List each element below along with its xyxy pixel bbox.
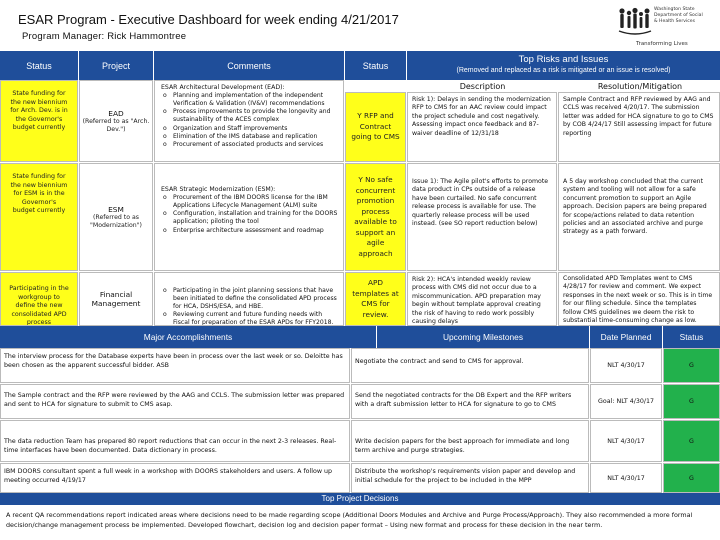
comment-item: o Enterprise architecture assessment and roadmap [163,226,324,234]
project-comments [154,163,344,271]
risks-subtitle: (Removed and replaced as a risk is mitigated or an issue is resolved) [456,67,671,74]
comment-item: o Procurement of the IBM DOORS license for the IBM Applications Lifecycle Management (ALM) suite [163,194,328,210]
comment-item: o Elimination of the IMS database and replication [163,132,318,140]
milestone-status: G [663,420,720,462]
risk-status-cell: Y No safe concurrent promotion process available to support an agile approach [345,163,406,271]
comment-item: o Organization and Staff improvements [163,124,288,132]
risk-description: Risk 2): HCA's intended weekly review process with CMS did not occur due to a miscommunication. APD preparation may begin without template approval creating the risk of having to redo work possibly causing delays [407,272,557,326]
project-name: EAD [108,108,124,118]
milestone-date: NLT 4/30/17 [590,463,662,493]
milestones-header: Upcoming Milestones [377,326,589,348]
comment-list [161,92,339,149]
milestone-status: G [663,463,720,493]
comment-item: o Participating in the joint planning sessions that have been initiated to define the consolidated APD process for HCA, DSHS/ESA, and HBE. [163,287,337,311]
risk-description: Risk 1): Delays in sending the modernization RFP to CMS for an AAC review could impact the project schedule and cost negatively. Assessing impact once feedback and 87-waiver deadline of 12/31/18 [407,92,557,162]
bullet-icon: o [163,226,167,234]
project-status-cell: State funding for the new biennium for Arch. Dev. is in the Governor's budget currently [0,80,78,162]
project-status-cell: State funding for the new biennium for ESM is in the Governor's budget currently [0,163,78,271]
milestone-date: NLT 4/30/17 [590,348,662,383]
description-header: Description [459,82,506,91]
milestone-text: Write decision papers for the best approach for immediate and long term archive and purge strategies. [351,420,589,462]
project-status-cell: Participating in the workgroup to define the new consolidated APD process [0,272,78,326]
comment-item: o Reviewing current and future funding needs with Fiscal for preparation of the ESAR APDs for FFY2018. [163,311,334,326]
comment-item: o Planning and implementation of the independent Verification & Validation (IV&V) recommendations [163,92,325,108]
people-logo-icon [618,7,652,37]
col-status-header: Status [0,51,78,80]
risk-status-cell: APD templates at CMS for review. [345,272,406,326]
project-comments [154,80,344,162]
risks-title: Top Risks and Issues [518,54,609,65]
accomplishment-item: The interview process for the Database experts have been in process over the last week or so. Deloitte has been chosen as the apparent successful bidder. ASB [0,348,350,383]
col-status2-header: Status [345,51,406,80]
risk-status-cell: Y RFP and Contract going to CMS [345,92,406,162]
comment-item: o Procurement of associated products and services [163,140,324,148]
col-project-header: Project [79,51,153,80]
comment-heading: ESAR Strategic Modernization (ESM): [161,186,276,193]
risk-description: Issue 1): The Agile pilot's efforts to promote data product in CPs outside of a release have been curtailed. No safe concurrent release process is available for use. The quarterly release process will be used instead. (see SO report reduction below) [407,163,557,271]
milestone-text: Distribute the workshop's requirements vision paper and develop and initial schedule for the project to be included in the MPP [351,463,589,493]
bullet-icon: o [163,108,167,116]
page-title: ESAR Program - Executive Dashboard for week ending 4/21/2017 [18,12,399,27]
milestone-text: Negotiate the contract and send to CMS for approval. [351,348,589,383]
milestone-date: NLT 4/30/17 [590,420,662,462]
risk-resolution: A 5 day workshop concluded that the current system and tooling will not allow for a safe concurrent promotion to support an Agile approach. Decision papers are being prepared for scope/actions related to data retention policies and an associated archive and purge strategy as a path forward. [558,163,720,271]
date-planned-header: Date Planned [590,326,662,348]
milestone-date: Goal: NLT 4/30/17 [590,384,662,419]
bullet-icon: o [163,132,167,140]
accomplishments-header: Major Accomplishments [0,326,376,348]
milestone-text: Send the negotiated contracts for the DB Expert and the RFP writers with a draft submission letter to HCA for signature to go to CMS [351,384,589,419]
resolution-header: Resolution/Mitigation [597,82,683,91]
project-alias: (Referred to as "Arch. Dev.") [82,117,150,133]
project-cell [79,80,153,162]
comment-heading: ESAR Architectural Development (EAD): [161,84,285,91]
risk-resolution: Sample Contract and RFP reviewed by AAG and CCLS was received 4/20/17. The submission letter was added for HCA signature to go to CMS by COB 4/24/17 Still assessing impact for future reporting [558,92,720,162]
project-name: ESM [108,204,124,214]
decisions-text: A recent QA recommendations report indicated areas where decisions need to be made regarding scope (Additional Doors Modules and Archive and Purge Process/Approach). They also recommended a more formal decision/change management process be implemented. Developed flowchart, decision log and decision paper format – Using new format and process for these decision in the near term. [6,511,693,529]
bullet-icon: o [163,124,167,132]
logo-org-name: Washington State Department of Social & Health Services [654,7,703,25]
bullet-icon: o [163,311,167,319]
col-comments-header: Comments [154,51,344,80]
milestone-status: G [663,348,720,383]
risk-resolution: Consolidated APD Templates went to CMS 4/28/17 for review and comment. We expect responses in the next week or so. This is in time for our filing schedule. Since the templates follow CMS guidelines we deem the risk to substantial time-consuming change as low. [558,272,720,326]
project-name: Financial Management [91,290,141,308]
accomplishment-item: IBM DOORS consultant spent a full week in a workshop with DOORS stakeholders and users. A follow up meeting occurred 4/19/17 [0,463,350,493]
bullet-icon: o [163,210,167,218]
project-alias: (Referred to as "Modernization") [90,213,142,229]
bullet-icon: o [163,140,167,148]
bullet-icon: o [163,92,167,100]
project-comments [154,272,344,326]
risks-header [407,51,720,80]
milestone-status-header: Status [663,326,720,348]
program-manager: Program Manager: Rick Hammontree [22,31,187,42]
bullet-icon: o [163,287,167,294]
comment-list [161,287,339,326]
milestone-status: G [663,384,720,419]
comment-item: o Process improvements to provide the longevity and sustainability of the ACES complex [163,108,331,124]
dshs-logo [618,3,718,49]
bullet-icon: o [163,194,167,202]
accomplishment-item: The Sample contract and the RFP were reviewed by the AAG and CCLS. The submission letter was prepared and sent to HCA for signature to submit to CMS asap. [0,384,350,419]
comment-list [161,194,339,234]
comment-item: o Configuration, installation and training for the DOORS application; piloting the tool [163,210,338,226]
project-cell [79,272,153,326]
project-cell [79,163,153,271]
logo-tagline: Transforming Lives [636,41,688,47]
decisions-header: Top Project Decisions [0,493,720,505]
accomplishment-item: The data reduction Team has prepared 80 report reductions that can occur in the next 2-3 releases. Real-time interfaces have been documented. Data dictionary in process. [0,420,350,462]
